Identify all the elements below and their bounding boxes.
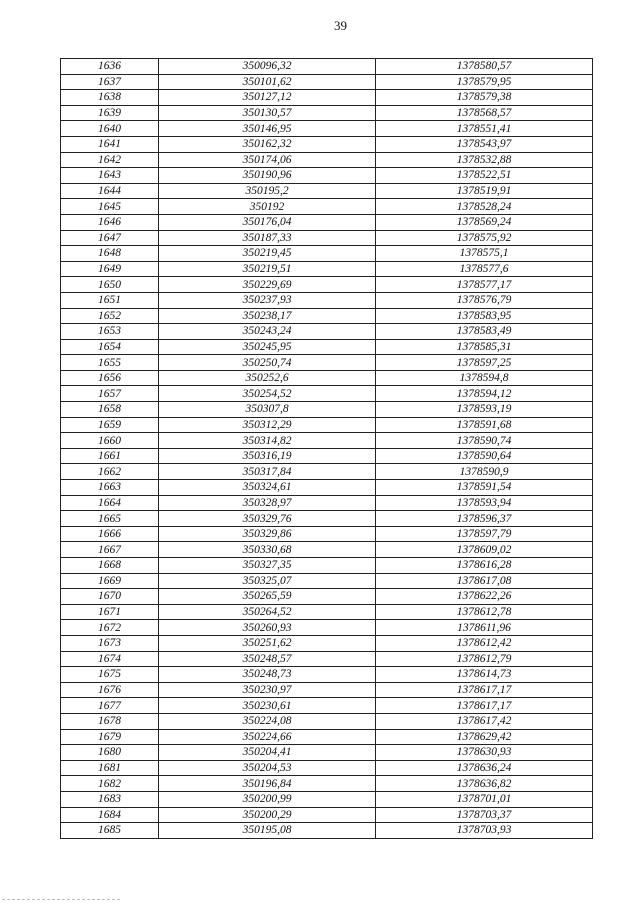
table-row	[61, 604, 593, 620]
y-coordinate-cell: 1378622,26	[376, 589, 593, 605]
x-coordinate-cell: 350250,74	[159, 355, 376, 371]
point-number-cell: 1664	[61, 495, 159, 511]
x-coordinate-cell: 350307,8	[159, 402, 376, 418]
x-coordinate-cell: 350254,52	[159, 386, 376, 402]
y-coordinate-cell: 1378593,19	[376, 402, 593, 418]
table-row	[61, 402, 593, 418]
y-coordinate-cell: 1378576,79	[376, 292, 593, 308]
table-row	[61, 573, 593, 589]
y-coordinate-cell: 1378594,8	[376, 370, 593, 386]
y-coordinate-cell: 1378590,64	[376, 448, 593, 464]
table-row	[61, 90, 593, 106]
x-coordinate-cell: 350328,97	[159, 495, 376, 511]
x-coordinate-cell: 350200,29	[159, 807, 376, 823]
x-coordinate-cell: 350260,93	[159, 620, 376, 636]
y-coordinate-cell: 1378617,17	[376, 698, 593, 714]
point-number-cell: 1685	[61, 823, 159, 839]
x-coordinate-cell: 350204,41	[159, 745, 376, 761]
y-coordinate-cell: 1378569,24	[376, 214, 593, 230]
table-row	[61, 620, 593, 636]
point-number-cell: 1648	[61, 246, 159, 262]
y-coordinate-cell: 1378629,42	[376, 729, 593, 745]
table-row	[61, 791, 593, 807]
table-row	[61, 59, 593, 75]
x-coordinate-cell: 350243,24	[159, 324, 376, 340]
y-coordinate-cell: 1378701,01	[376, 791, 593, 807]
point-number-cell: 1642	[61, 152, 159, 168]
y-coordinate-cell: 1378593,94	[376, 495, 593, 511]
y-coordinate-cell: 1378616,28	[376, 558, 593, 574]
point-number-cell: 1641	[61, 136, 159, 152]
table-row	[61, 168, 593, 184]
point-number-cell: 1644	[61, 183, 159, 199]
table-row	[61, 230, 593, 246]
table-row	[61, 433, 593, 449]
x-coordinate-cell: 350314,82	[159, 433, 376, 449]
table-row	[61, 448, 593, 464]
y-coordinate-cell: 1378617,08	[376, 573, 593, 589]
point-number-cell: 1640	[61, 121, 159, 137]
y-coordinate-cell: 1378522,51	[376, 168, 593, 184]
point-number-cell: 1657	[61, 386, 159, 402]
x-coordinate-cell: 350176,04	[159, 214, 376, 230]
point-number-cell: 1681	[61, 760, 159, 776]
point-number-cell: 1643	[61, 168, 159, 184]
x-coordinate-cell: 350146,95	[159, 121, 376, 137]
x-coordinate-cell: 350127,12	[159, 90, 376, 106]
x-coordinate-cell: 350324,61	[159, 480, 376, 496]
table-row	[61, 121, 593, 137]
point-number-cell: 1679	[61, 729, 159, 745]
x-coordinate-cell: 350195,08	[159, 823, 376, 839]
y-coordinate-cell: 1378617,17	[376, 682, 593, 698]
point-number-cell: 1673	[61, 635, 159, 651]
y-coordinate-cell: 1378614,73	[376, 667, 593, 683]
point-number-cell: 1639	[61, 105, 159, 121]
table-row	[61, 324, 593, 340]
point-number-cell: 1684	[61, 807, 159, 823]
point-number-cell: 1668	[61, 558, 159, 574]
y-coordinate-cell: 1378594,12	[376, 386, 593, 402]
point-number-cell: 1651	[61, 292, 159, 308]
y-coordinate-cell: 1378703,93	[376, 823, 593, 839]
point-number-cell: 1666	[61, 526, 159, 542]
x-coordinate-cell: 350248,57	[159, 651, 376, 667]
x-coordinate-cell: 350245,95	[159, 339, 376, 355]
table-row	[61, 355, 593, 371]
table-row	[61, 635, 593, 651]
y-coordinate-cell: 1378630,93	[376, 745, 593, 761]
table-row	[61, 339, 593, 355]
y-coordinate-cell: 1378585,31	[376, 339, 593, 355]
point-number-cell: 1647	[61, 230, 159, 246]
y-coordinate-cell: 1378590,74	[376, 433, 593, 449]
y-coordinate-cell: 1378612,78	[376, 604, 593, 620]
y-coordinate-cell: 1378583,49	[376, 324, 593, 340]
x-coordinate-cell: 350162,32	[159, 136, 376, 152]
table-row	[61, 183, 593, 199]
table-row	[61, 745, 593, 761]
table-row	[61, 417, 593, 433]
table-row	[61, 760, 593, 776]
x-coordinate-cell: 350130,57	[159, 105, 376, 121]
y-coordinate-cell: 1378577,17	[376, 277, 593, 293]
point-number-cell: 1677	[61, 698, 159, 714]
point-number-cell: 1658	[61, 402, 159, 418]
x-coordinate-cell: 350187,33	[159, 230, 376, 246]
table-row	[61, 526, 593, 542]
table-row	[61, 199, 593, 215]
y-coordinate-cell: 1378617,42	[376, 713, 593, 729]
table-row	[61, 261, 593, 277]
y-coordinate-cell: 1378568,57	[376, 105, 593, 121]
y-coordinate-cell: 1378551,41	[376, 121, 593, 137]
table-row	[61, 698, 593, 714]
x-coordinate-cell: 350195,2	[159, 183, 376, 199]
table-row	[61, 292, 593, 308]
point-number-cell: 1682	[61, 776, 159, 792]
point-number-cell: 1675	[61, 667, 159, 683]
y-coordinate-cell: 1378591,68	[376, 417, 593, 433]
x-coordinate-cell: 350219,45	[159, 246, 376, 262]
point-number-cell: 1680	[61, 745, 159, 761]
y-coordinate-cell: 1378611,96	[376, 620, 593, 636]
table-row	[61, 651, 593, 667]
x-coordinate-cell: 350238,17	[159, 308, 376, 324]
y-coordinate-cell: 1378609,02	[376, 542, 593, 558]
table-row	[61, 495, 593, 511]
table-row	[61, 589, 593, 605]
x-coordinate-cell: 350230,97	[159, 682, 376, 698]
x-coordinate-cell: 350229,69	[159, 277, 376, 293]
table-row	[61, 277, 593, 293]
point-number-cell: 1655	[61, 355, 159, 371]
x-coordinate-cell: 350265,59	[159, 589, 376, 605]
point-number-cell: 1671	[61, 604, 159, 620]
y-coordinate-cell: 1378528,24	[376, 199, 593, 215]
table-row	[61, 713, 593, 729]
x-coordinate-cell: 350174,06	[159, 152, 376, 168]
table-row	[61, 542, 593, 558]
point-number-cell: 1636	[61, 59, 159, 75]
point-number-cell: 1653	[61, 324, 159, 340]
y-coordinate-cell: 1378591,54	[376, 480, 593, 496]
point-number-cell: 1645	[61, 199, 159, 215]
y-coordinate-cell: 1378597,25	[376, 355, 593, 371]
y-coordinate-cell: 1378575,1	[376, 246, 593, 262]
point-number-cell: 1638	[61, 90, 159, 106]
table-row	[61, 480, 593, 496]
point-number-cell: 1674	[61, 651, 159, 667]
x-coordinate-cell: 350237,93	[159, 292, 376, 308]
x-coordinate-cell: 350327,35	[159, 558, 376, 574]
x-coordinate-cell: 350200,99	[159, 791, 376, 807]
x-coordinate-cell: 350230,61	[159, 698, 376, 714]
point-number-cell: 1662	[61, 464, 159, 480]
x-coordinate-cell: 350190,96	[159, 168, 376, 184]
y-coordinate-cell: 1378579,38	[376, 90, 593, 106]
table-row	[61, 511, 593, 527]
table-row	[61, 682, 593, 698]
table-row	[61, 729, 593, 745]
table-row	[61, 74, 593, 90]
point-number-cell: 1654	[61, 339, 159, 355]
y-coordinate-cell: 1378583,95	[376, 308, 593, 324]
x-coordinate-cell: 350101,62	[159, 74, 376, 90]
table-body	[61, 59, 593, 839]
point-number-cell: 1669	[61, 573, 159, 589]
table-row	[61, 136, 593, 152]
x-coordinate-cell: 350316,19	[159, 448, 376, 464]
y-coordinate-cell: 1378703,37	[376, 807, 593, 823]
x-coordinate-cell: 350251,62	[159, 635, 376, 651]
table-row	[61, 152, 593, 168]
x-coordinate-cell: 350325,07	[159, 573, 376, 589]
table-row	[61, 823, 593, 839]
y-coordinate-cell: 1378577,6	[376, 261, 593, 277]
table-row	[61, 464, 593, 480]
table-row	[61, 308, 593, 324]
table-row	[61, 246, 593, 262]
point-number-cell: 1656	[61, 370, 159, 386]
y-coordinate-cell: 1378519,91	[376, 183, 593, 199]
x-coordinate-cell: 350317,84	[159, 464, 376, 480]
x-coordinate-cell: 350329,86	[159, 526, 376, 542]
x-coordinate-cell: 350192	[159, 199, 376, 215]
x-coordinate-cell: 350248,73	[159, 667, 376, 683]
table-row	[61, 370, 593, 386]
y-coordinate-cell: 1378579,95	[376, 74, 593, 90]
x-coordinate-cell: 350330,68	[159, 542, 376, 558]
x-coordinate-cell: 350224,66	[159, 729, 376, 745]
table-row	[61, 105, 593, 121]
y-coordinate-cell: 1378636,24	[376, 760, 593, 776]
point-number-cell: 1637	[61, 74, 159, 90]
y-coordinate-cell: 1378543,97	[376, 136, 593, 152]
y-coordinate-cell: 1378636,82	[376, 776, 593, 792]
table-row	[61, 214, 593, 230]
y-coordinate-cell: 1378580,57	[376, 59, 593, 75]
y-coordinate-cell: 1378590,9	[376, 464, 593, 480]
point-number-cell: 1649	[61, 261, 159, 277]
y-coordinate-cell: 1378596,37	[376, 511, 593, 527]
x-coordinate-cell: 350312,29	[159, 417, 376, 433]
x-coordinate-cell: 350224,08	[159, 713, 376, 729]
point-number-cell: 1670	[61, 589, 159, 605]
x-coordinate-cell: 350329,76	[159, 511, 376, 527]
x-coordinate-cell: 350196,84	[159, 776, 376, 792]
point-number-cell: 1678	[61, 713, 159, 729]
point-number-cell: 1660	[61, 433, 159, 449]
table-row	[61, 807, 593, 823]
x-coordinate-cell: 350096,32	[159, 59, 376, 75]
point-number-cell: 1661	[61, 448, 159, 464]
point-number-cell: 1650	[61, 277, 159, 293]
x-coordinate-cell: 350219,51	[159, 261, 376, 277]
point-number-cell: 1672	[61, 620, 159, 636]
point-number-cell: 1659	[61, 417, 159, 433]
y-coordinate-cell: 1378532,88	[376, 152, 593, 168]
point-number-cell: 1683	[61, 791, 159, 807]
page-number: 39	[334, 18, 347, 33]
point-number-cell: 1665	[61, 511, 159, 527]
point-number-cell: 1663	[61, 480, 159, 496]
table-row	[61, 667, 593, 683]
x-coordinate-cell: 350204,53	[159, 760, 376, 776]
point-number-cell: 1646	[61, 214, 159, 230]
scan-artifact	[2, 899, 120, 900]
coordinates-table	[60, 58, 593, 839]
y-coordinate-cell: 1378612,42	[376, 635, 593, 651]
x-coordinate-cell: 350264,52	[159, 604, 376, 620]
point-number-cell: 1676	[61, 682, 159, 698]
table-row	[61, 558, 593, 574]
table-row	[61, 776, 593, 792]
point-number-cell: 1667	[61, 542, 159, 558]
y-coordinate-cell: 1378575,92	[376, 230, 593, 246]
table-row	[61, 386, 593, 402]
y-coordinate-cell: 1378597,79	[376, 526, 593, 542]
x-coordinate-cell: 350252,6	[159, 370, 376, 386]
point-number-cell: 1652	[61, 308, 159, 324]
y-coordinate-cell: 1378612,79	[376, 651, 593, 667]
